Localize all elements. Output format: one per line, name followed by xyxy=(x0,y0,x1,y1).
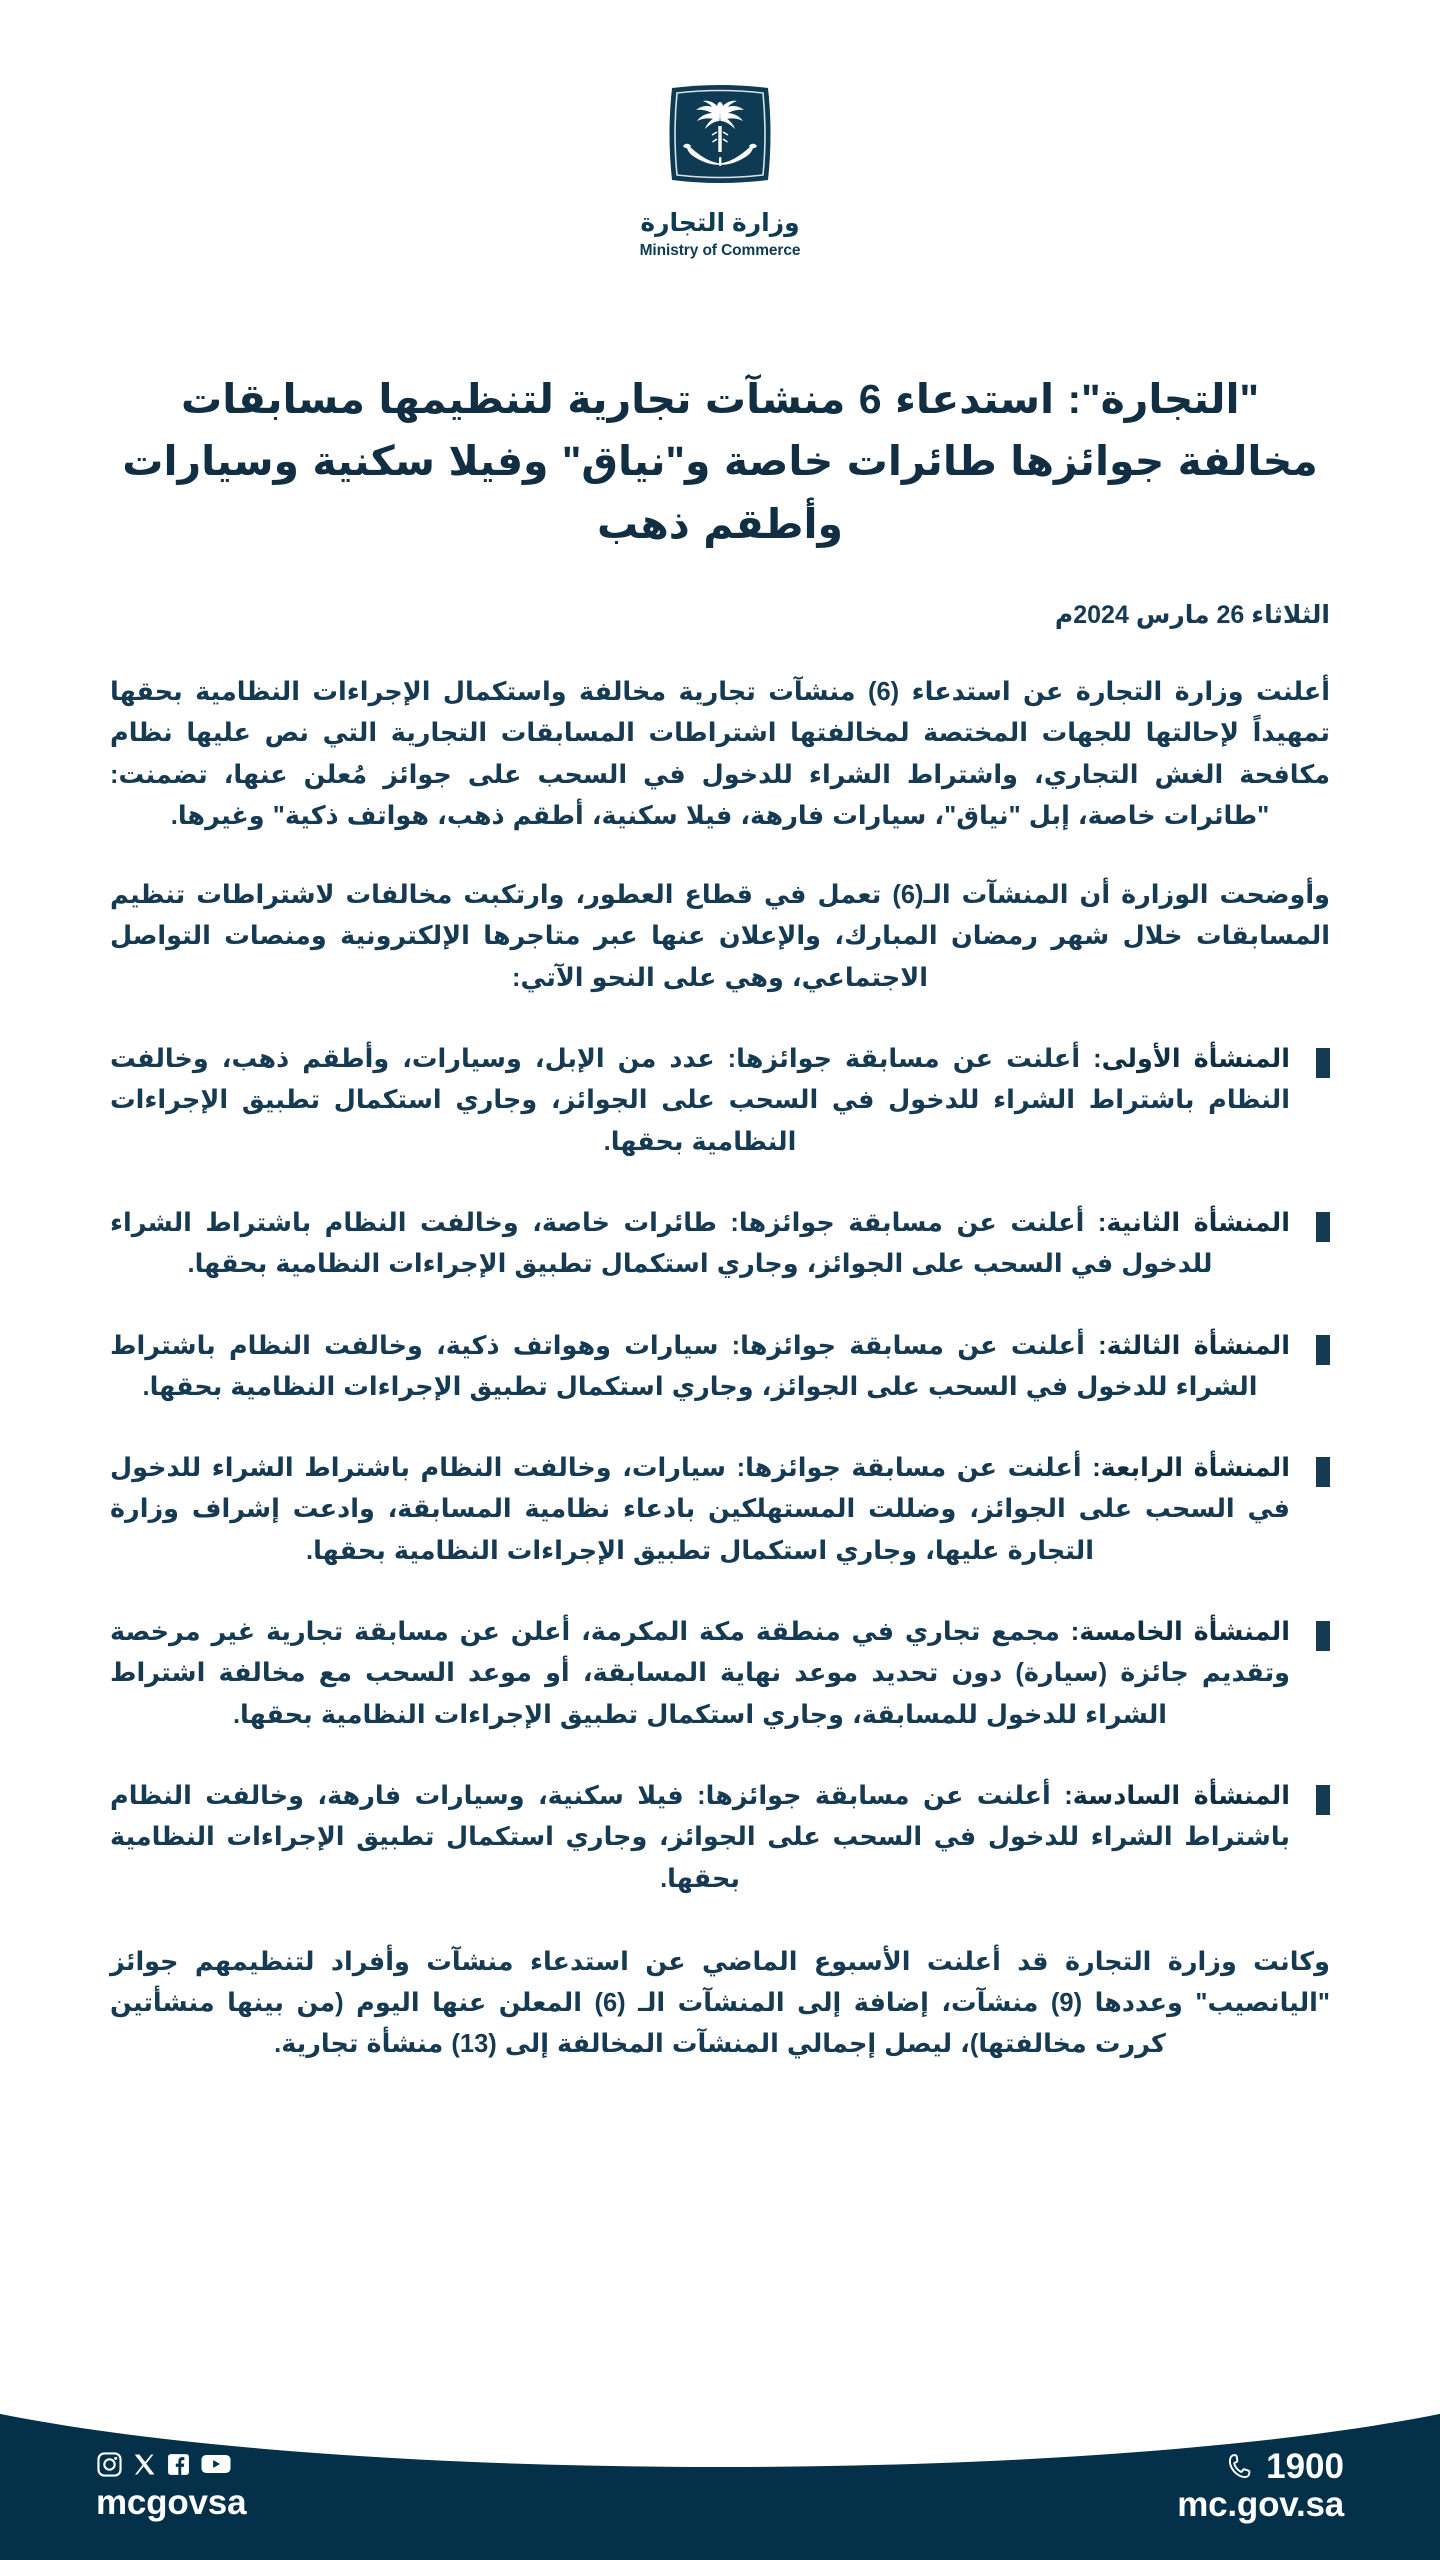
establishment-label: المنشأة الثالثة: xyxy=(1098,1331,1290,1360)
ministry-name-ar: وزارة التجارة xyxy=(640,209,800,237)
instagram-icon[interactable] xyxy=(96,2451,123,2478)
ministry-logo-block xyxy=(0,78,1440,260)
establishment-label: المنشأة السادسة: xyxy=(1064,1781,1290,1810)
details-paragraph: وأوضحت الوزارة أن المنشآت الـ(6) تعمل في قطاع العطور، وارتكبت مخالفات لاشتراطات تنظيم المسابقات خلال شهر رمضان المبارك، والإعلان عنها عبر متاجرها الإلكترونية ومنصات التواصل الاجتماعي، وهي على النحو الآتي: xyxy=(110,881,1330,992)
list-item xyxy=(110,1203,1330,1286)
bullet-marker-icon xyxy=(1316,1212,1330,1242)
list-item xyxy=(110,1326,1330,1409)
social-handle[interactable]: mcgovsa xyxy=(96,2482,247,2522)
phone-number: 1900 xyxy=(1266,2446,1344,2486)
closing-paragraph: وكانت وزارة التجارة قد أعلنت الأسبوع الماضي عن استدعاء منشآت وأفراد لتنظيمهم جوائز "اليانصيب" وعددها (9) منشآت، إضافة إلى المنشآت الـ (6) المعلن عنها اليوم (من بينها منشأتين كررت مخالفتها)، ليصل إجمالي المنشآت المخالفة إلى (13) منشأة تجارية. xyxy=(110,1947,1330,2059)
phone-row[interactable] xyxy=(1225,2446,1344,2486)
establishment-label: المنشأة الخامسة: xyxy=(1070,1618,1290,1647)
ministry-name-en: Ministry of Commerce xyxy=(639,242,801,259)
bullet-marker-icon xyxy=(1316,1335,1330,1365)
list-item xyxy=(110,1039,1330,1163)
social-links-row xyxy=(96,2451,232,2478)
footer-social-block xyxy=(96,2451,246,2520)
page-title: "التجارة": استدعاء 6 منشآت تجارية لتنظيمها مسابقات مخالفة جوائزها طائرات خاصة و"نياق" وفيلا سكنية وسيارات وأطقم ذهب xyxy=(122,376,1318,547)
website-url[interactable]: mc.gov.sa xyxy=(1177,2484,1344,2524)
youtube-icon[interactable] xyxy=(200,2452,232,2476)
footer-contact-block xyxy=(1177,2446,1344,2524)
establishment-label: المنشأة الأولى: xyxy=(1093,1045,1290,1074)
bullet-marker-icon xyxy=(1316,1621,1330,1651)
establishment-text: أعلنت عن مسابقة جوائزها: عدد من الإبل، وسيارات، وأطقم ذهب، وخالفت النظام باشتراط الشراء للدخول في السحب على الجوائز، وجاري استكمال تطبيق الإجراءات النظامية بحقها. xyxy=(110,1045,1290,1156)
establishment-text: مجمع تجاري في منطقة مكة المكرمة، أعلن عن مسابقة تجارية غير مرخصة وتقديم جائزة (سيارة) دون تحديد موعد نهاية المسابقة، أو موعد السحب مع مخالفة اشتراط الشراء للدخول للمسابقة، وجاري استكمال تطبيق الإجراءات النظامية بحقها. xyxy=(110,1618,1290,1729)
page-footer xyxy=(0,2335,1440,2560)
article-body xyxy=(110,672,1330,2066)
bullet-marker-icon xyxy=(1316,1457,1330,1487)
phone-icon xyxy=(1225,2452,1254,2481)
list-item xyxy=(110,1612,1330,1736)
establishment-text: أعلنت عن مسابقة جوائزها: فيلا سكنية، وسيارات فارهة، وخالفت النظام باشتراط الشراء للدخول في السحب على الجوائز، وجاري استكمال تطبيق الإجراءات النظامية بحقها. xyxy=(110,1781,1290,1893)
establishment-text: أعلنت عن مسابقة جوائزها: طائرات خاصة، وخالفت النظام باشتراط الشراء للدخول في السحب على الجوائز، وجاري استكمال تطبيق الإجراءات النظامية بحقها. xyxy=(110,1208,1213,1279)
list-item xyxy=(110,1776,1330,1900)
bullet-marker-icon xyxy=(1316,1785,1330,1815)
saudi-emblem-palm-swords-icon xyxy=(663,78,777,190)
establishment-label: المنشأة الرابعة: xyxy=(1092,1454,1290,1483)
publish-date: الثلاثاء 26 مارس 2024م xyxy=(1054,601,1330,629)
facebook-icon[interactable] xyxy=(166,2452,191,2477)
bullet-marker-icon xyxy=(1316,1048,1330,1078)
intro-paragraph: أعلنت وزارة التجارة عن استدعاء (6) منشآت تجارية مخالفة واستكمال الإجراءات النظامية بحقها تمهيداً لإحالتها للجهات المختصة لمخالفتها اشتراطات المسابقات التجارية التي نص عليها نظام مكافحة الغش التجاري، واشتراط الشراء للدخول في السحب على جوائز مُعلن عنها، تضمنت: "طائرات خاصة، إبل "نياق"، سيارات فارهة، فيلا سكنية، أطقم ذهب، هواتف ذكية" وغيرها. xyxy=(110,678,1330,830)
list-item xyxy=(110,1448,1330,1572)
x-twitter-icon[interactable] xyxy=(132,2452,157,2477)
establishment-text: أعلنت عن مسابقة جوائزها: سيارات وهواتف ذكية، وخالفت النظام باشتراط الشراء للدخول في السحب على الجوائز، وجاري استكمال تطبيق الإجراءات النظامية بحقها. xyxy=(110,1331,1258,1401)
establishment-text: أعلنت عن مسابقة جوائزها: سيارات، وخالفت النظام باشتراط الشراء للدخول في السحب على الجوائز، وضللت المستهلكين بادعاء نظامية المسابقة، وادعت إشراف وزارة التجارة عليها، وجاري استكمال تطبيق الإجراءات النظامية بحقها. xyxy=(110,1454,1290,1565)
establishment-label: المنشأة الثانية: xyxy=(1097,1208,1290,1237)
